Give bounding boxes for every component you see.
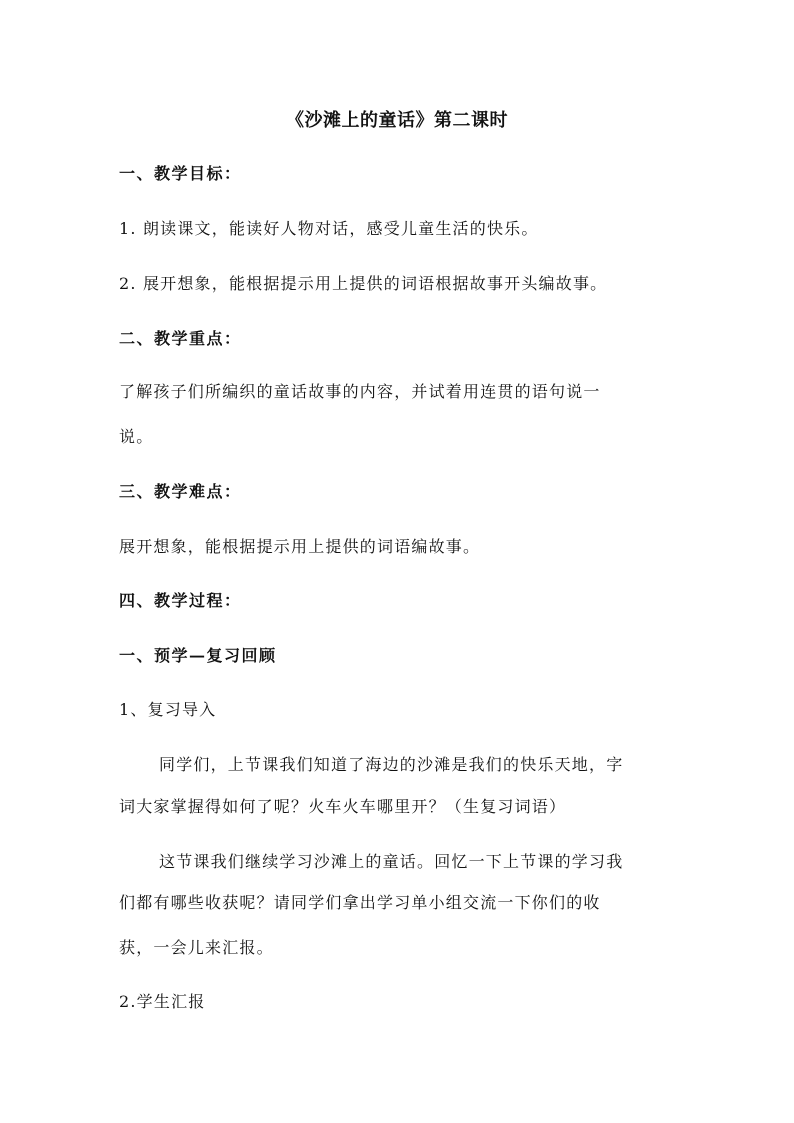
preview-heading: 一、预学—复习回顾 — [119, 646, 277, 665]
paragraph-1-line-2: 词大家掌握得如何了呢？火车火车哪里开？（生复习词语） — [119, 797, 567, 816]
paragraph-2-line-1: 这节课我们继续学习沙滩上的童话。回忆一下上节课的学习我 — [159, 852, 624, 871]
objective-item-1: 1. 朗读课文，能读好人物对话，感受儿童生活的快乐。 — [119, 219, 539, 238]
student-report-heading: 2.学生汇报 — [119, 992, 206, 1011]
difficulty-heading: 三、教学难点： — [119, 482, 242, 501]
review-intro-heading: 1、复习导入 — [119, 700, 217, 719]
key-points-text-line-1: 了解孩子们所编织的童话故事的内容，并试着用连贯的语句说一 — [119, 382, 601, 401]
objective-item-2: 2. 展开想象，能根据提示用上提供的词语根据故事开头编故事。 — [119, 274, 608, 293]
key-points-heading: 二、教学重点： — [119, 329, 242, 348]
objectives-heading: 一、教学目标： — [119, 164, 242, 183]
paragraph-1-line-1: 同学们，上节课我们知道了海边的沙滩是我们的快乐天地，字 — [159, 755, 624, 774]
difficulty-text: 展开想象，能根据提示用上提供的词语编故事。 — [119, 537, 481, 556]
paragraph-2-line-2: 们都有哪些收获呢？请同学们拿出学习单小组交流一下你们的收 — [119, 893, 601, 912]
process-heading: 四、教学过程： — [119, 591, 242, 610]
key-points-text-line-2: 说。 — [119, 427, 154, 446]
document-title: 《沙滩上的童话》第二课时 — [286, 110, 508, 131]
paragraph-2-line-3: 获，一会儿来汇报。 — [119, 938, 274, 957]
